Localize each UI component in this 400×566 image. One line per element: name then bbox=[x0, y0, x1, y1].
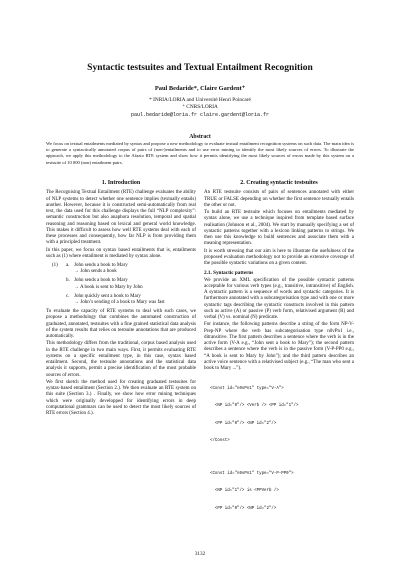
creating-paragraph-2: To build an RTE testsuite which focuses on entailments mediated by syntax alone, we use a technique inspired from template based surface realisation (Johnson et al., 2004). We start by manually specifying a set of syntactic patterns together with a lexicon linking patterns to strings. We then use this knowledge to build sentences and associate them with a meaning representation. bbox=[204, 210, 354, 247]
affiliation-2: ⁺ CNRS/LORIA bbox=[182, 104, 218, 111]
author-emails: paul.bedaride@loria.fr claire.gardent@loria.fr bbox=[130, 111, 270, 118]
code-line bbox=[210, 456, 354, 460]
code-line: <PP id="0"/> <NP id="2"/> bbox=[210, 506, 277, 511]
example-1 bbox=[52, 263, 196, 306]
intro-paragraph-3: To evaluate the capacity of RTE systems to deal with such cases, we propose a methodology that combines the automated construction of graduated, annotated, testsuites with a fine grained statistical data analysis of the system results that relies on testsuite annotations that are produced automatically. bbox=[46, 309, 196, 340]
example-b-line1: John sends a book to Mary bbox=[74, 278, 128, 284]
example-number: (1) bbox=[52, 263, 58, 268]
paper-authors: Paul Bedaride*, Claire Gardent⁺ bbox=[154, 85, 246, 92]
code-line: <Const id="n0vPn1" type="V-A"> bbox=[210, 386, 284, 391]
intro-paragraph-5: We first sketch the method used for creating graduated testsuites for syntax-based entailment (Section 2.). We then evaluate an RTE system on this suite (Section 3.) . Finally, we show how error mining techniques which were originally developped for identifying errors in deep computational grammars can be used to detect the most likely sources of RTE errors (Section 4.). bbox=[46, 379, 196, 417]
code-line: <Const id="n0vPn1" type="V-P-PP0"> bbox=[210, 472, 294, 476]
abstract-text: We focus on textual entailments mediated by syntax and propose a new methodology to evaluate textual entailment recognition systems on such data. The main idea is to generate a syntactically annotated corpus of pairs of (non-)entailments and to use error mining to identify the most likely sources of errors. To illustrate the approach, we apply this methodology to the Afazio RTE system and show how it permits identifying the most likely sources of errors made by this system on a testsuite of 10 000 (non) entailment pairs. bbox=[46, 141, 354, 165]
example-c-line2: → John’s sending of a book to Mary was fast bbox=[74, 300, 165, 306]
example-label-b: b. bbox=[66, 278, 70, 284]
subsection-syntactic-patterns-heading: 2.1. Syntactic patterns bbox=[204, 270, 254, 277]
intro-paragraph-1: The Recognising Textual Entailment (RTE) challenge evaluates the ability of NLP systems to detect whether one sentence implies (textually entails) another. However, because it is constructed semi-automatically from real text, the data used for this challenge displays the full “NLP complexity”: semantic construction but also anaphora resolution, temporal and spatial reasoning and reasoning based on lexical and general world knowledge. This makes it difficult to assess how well RTE systems deal with each of these processes and consequently, how far NLP is from providing them with a principled treatment. bbox=[46, 190, 196, 246]
xml-code-block bbox=[210, 375, 354, 524]
creating-paragraph-3: It is worth stressing that our aim is here to illustrate the usefulness of the proposed evaluation methodology not to provide an extensive coverage of the possible syntactic variations on a given content. bbox=[204, 248, 354, 266]
intro-paragraph-4: This methodology differs from the traditional, corpus based analysis used in the RTE challenge in two main ways. First, it permits evaluating RTE systems on a specific entailment type, in this case, syntax based entailment. Second, the testsuite annotations and the statistical data analysis it supports, permit a precise identification of the most probable sources of errors. bbox=[46, 341, 196, 378]
example-label-a: a. bbox=[66, 263, 70, 268]
paper-title: Syntactic testsuites and Textual Entailment Recognition bbox=[87, 63, 313, 73]
code-line: </Const> bbox=[210, 439, 230, 444]
affiliations bbox=[0, 97, 400, 119]
left-column bbox=[46, 178, 196, 418]
example-a-line2: → John sends a book bbox=[74, 269, 117, 275]
code-line: <PP id="0"/> <NP id="2"/> bbox=[210, 421, 277, 426]
right-column bbox=[204, 178, 354, 527]
example-b-line2: → A book is sent to Mary by John bbox=[74, 284, 143, 290]
creating-paragraph-1: An RTE testsuite consists of pairs of sentences annotated with either TRUE or FALSE depending on whether the first sentence textually entails the other or not. bbox=[204, 190, 354, 208]
code-line: <NP id="0"/> <Verb /> <PP id="1"/> bbox=[210, 404, 299, 409]
section-introduction-heading: 1. Introduction bbox=[101, 180, 141, 186]
section-creating-heading: 2. Creating syntactic testsuites bbox=[240, 180, 318, 186]
creating-paragraph-5: For instance, the following patterns describe a string of the form NP-V-Prep-NP where the verb has subcategorisation type n0vPn1 i.e., ditransitive. The first pattern describes a sentence where the verb is in the active form (V-A e.g., “John sent a book to Mary”); the second pattern describes a sentence where the verb is in the passive form (V-P-PP0 e.g., “A book is sent to Mary by John”); and the third pattern describes an active voice sentence with a relativised subject (e.g., “The man who sent a book to Mary ...”). bbox=[204, 322, 354, 371]
example-c-line1: John quickly sent a book to Mary bbox=[74, 293, 141, 299]
creating-paragraph-4: We provide an XML specification of the possible syntactic patterns acceptable for various verb types (e.g., transitive, intransitive) of English. A syntactic pattern is a sequence of words and syntactic categories. It is furthermore annotated with a subcategorisation type and with one or more syntactic tags describing the syntactic constructs involved in this pattern such as active (A) or passive (P) verb form, relativised argument (R) and verbal (V) vs. nominal (N) predicate. bbox=[204, 277, 354, 320]
affiliation-1: * INRIA/LORIA and Université Henri Poincaré bbox=[149, 97, 251, 103]
example-a-line1: John sends a book to Mary bbox=[74, 263, 128, 268]
intro-paragraph-2: In this paper, we focus on syntax based entailments that is, entailments such as (1) where entailment is mediated by syntax alone. bbox=[46, 247, 196, 259]
page-number: 3132 bbox=[194, 551, 206, 557]
code-line: <NP id="1"/> is <PPVerb /> bbox=[210, 489, 279, 494]
example-label-c: c. bbox=[66, 293, 70, 299]
abstract-heading: Abstract bbox=[189, 134, 211, 140]
